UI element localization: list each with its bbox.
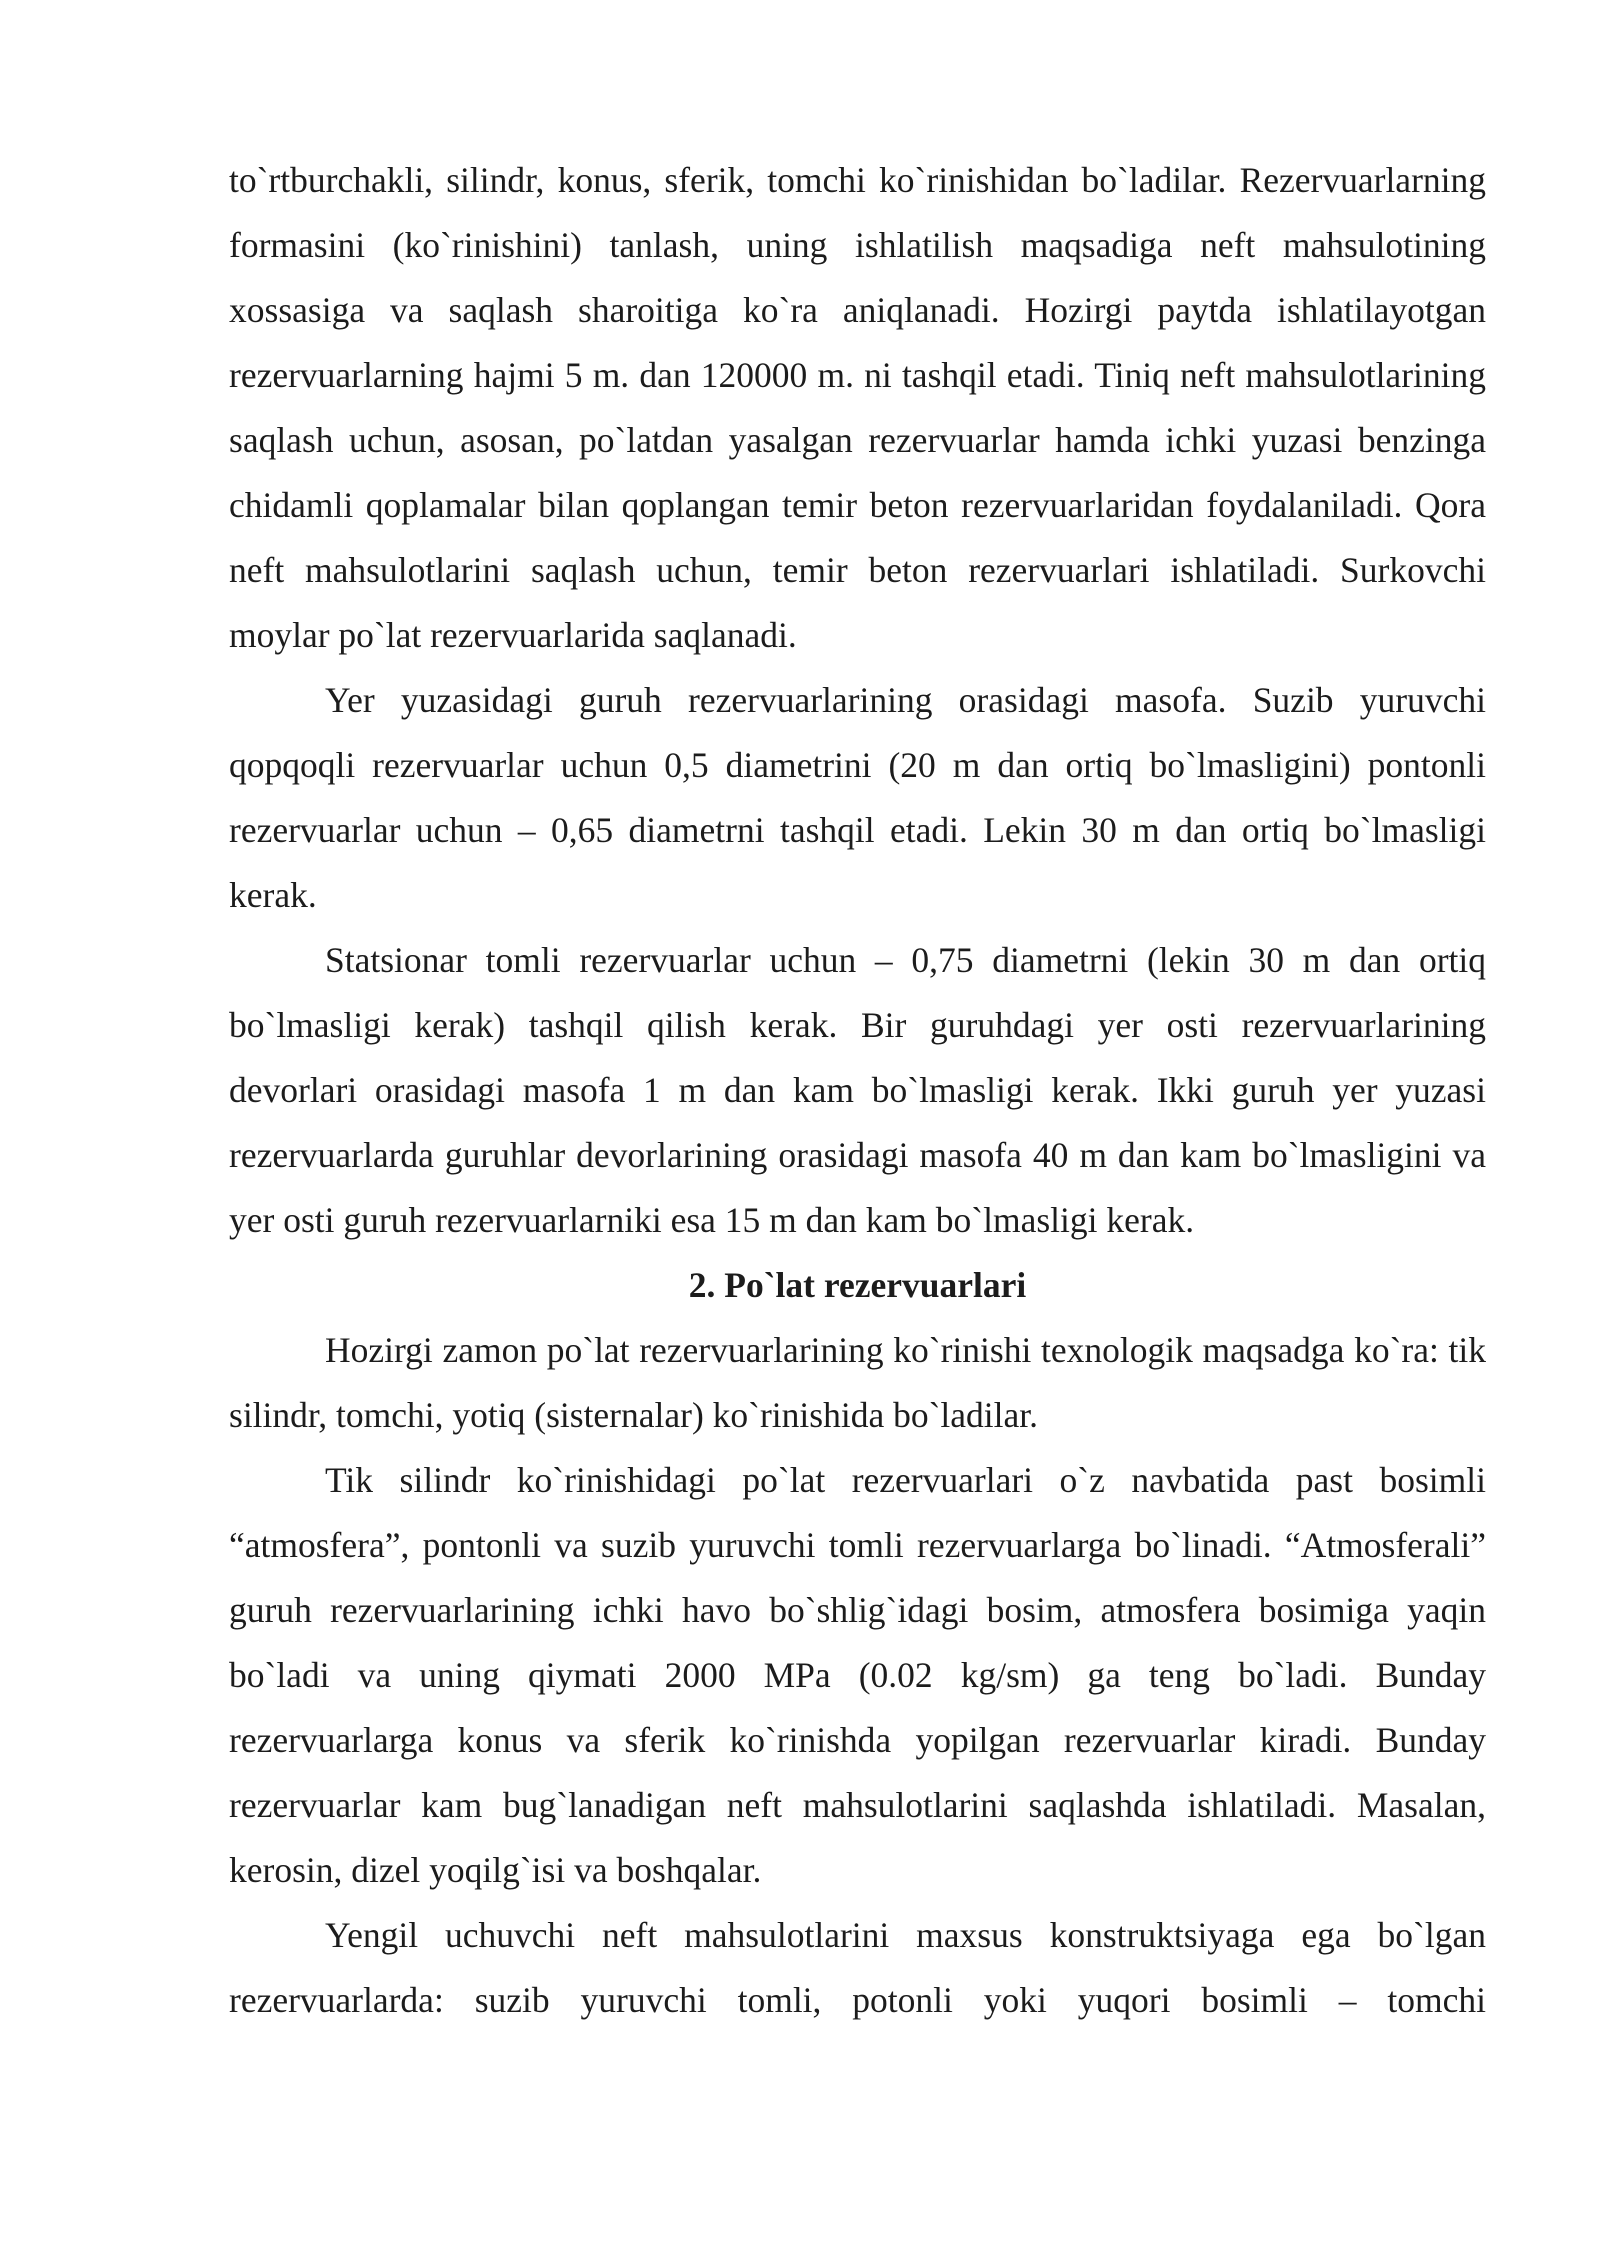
paragraph-continuation: to`rtburchakli, silindr, konus, sferik, tomchi ko`rinishidan bo`ladilar. Rezervuarlarning formasini (ko`rinishini) tanlash, uning ishlatilish maqsadiga neft mahsulotining xossasiga va saqlash sharoitiga ko`ra aniqlanadi. Hozirgi paytda ishlatilayotgan rezervuarlarning hajmi 5 m. dan 120000 m. ni tashqil etadi. Tiniq neft mahsulotlarining saqlash uchun, asosan, po`latdan yasalgan rezervuarlar hamda ichki yuzasi benzinga chidamli qoplamalar bilan qoplangan temir beton rezervuarlaridan foydalaniladi. Qora neft mahsulotlarini saqlash uchun, temir beton rezervuarlari ishlatiladi. Surkovchi moylar po`lat rezervuarlarida saqlanadi. [229, 160, 1486, 655]
document-body [229, 148, 1486, 2033]
paragraph-stationary-roof: Statsionar tomli rezervuarlar uchun – 0,75 diametrni (lekin 30 m dan ortiq bo`lmasligi kerak) tashqil qilish kerak. Bir guruhdagi yer osti rezervuarlarining devorlari orasidagi masofa 1 m dan kam bo`lmasligi kerak. Ikki guruh yer yuzasi rezervuarlarda guruhlar devorlarining orasidagi masofa 40 m dan kam bo`lmasligini va yer osti guruh rezervuarlarniki esa 15 m dan kam bo`lmasligi kerak. [229, 940, 1486, 1240]
section-heading: 2. Po`lat rezervuarlari [688, 1265, 1027, 1305]
paragraph-steel-tank-shapes: Hozirgi zamon po`lat rezervuarlarining ko`rinishi texnologik maqsadga ko`ra: tik silindr, tomchi, yotiq (sisternalar) ko`rinishida bo`ladilar. [229, 1330, 1486, 1435]
paragraph-vertical-cylinder: Tik silindr ko`rinishidagi po`lat rezervuarlari o`z navbatida past bosimli “atmosfera”, pontonli va suzib yuruvchi tomli rezervuarlarga bo`linadi. “Atmosferali” guruh rezervuarlarining ichki havo bo`shlig`idagi bosim, atmosfera bosimiga yaqin bo`ladi va uning qiymati 2000 MPa (0.02 kg/sm) ga teng bo`ladi. Bunday rezervuarlarga konus va sferik ko`rinishda yopilgan rezervuarlar kiradi. Bunday rezervuarlar kam bug`lanadigan neft mahsulotlarini saqlashda ishlatiladi. Masalan, kerosin, dizel yoqilg`isi va boshqalar. [229, 1460, 1486, 1890]
paragraph-light-products: Yengil uchuvchi neft mahsulotlarini maxsus konstruktsiyaga ega bo`lgan rezervuarlarda: suzib yuruvchi tomli, potonli yoki yuqori bosimli – tomchi [229, 1915, 1486, 2020]
paragraph-distance-above-ground: Yer yuzasidagi guruh rezervuarlarining orasidagi masofa. Suzib yuruvchi qopqoqli rezervuarlar uchun 0,5 diametrini (20 m dan ortiq bo`lmasligini) pontonli rezervuarlar uchun – 0,65 diametrni tashqil etadi. Lekin 30 m dan ortiq bo`lmasligi kerak. [229, 680, 1486, 915]
